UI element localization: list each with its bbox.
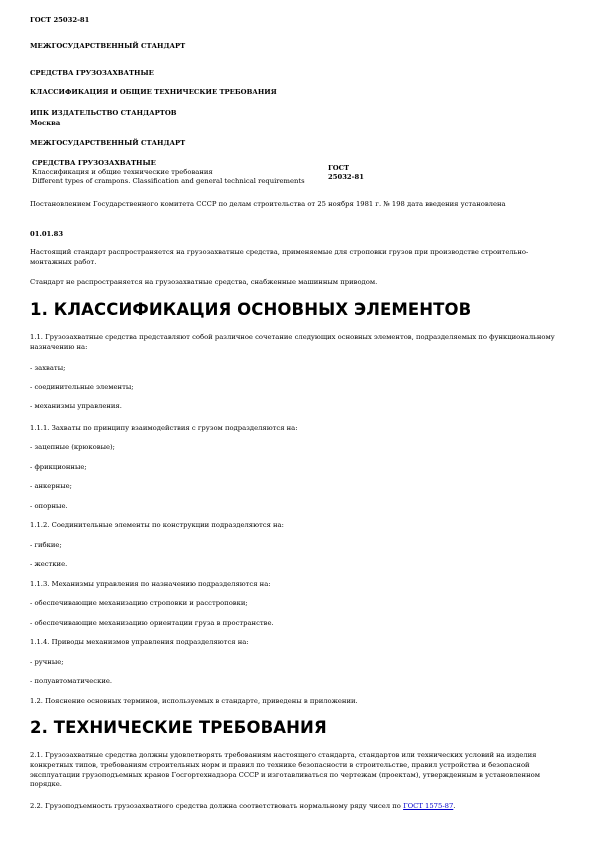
clause-1-2: 1.2. Пояснение основных терминов, используемых в стандарте, приведены в приложении. bbox=[30, 697, 358, 705]
list-item: - обеспечивающие механизацию строповки и расстроповки; bbox=[30, 599, 248, 607]
exclusion-paragraph: Стандарт не распространяется на грузозахватные средства, снабженные машинным приводом. bbox=[30, 278, 378, 286]
gost-1575-87-link[interactable]: ГОСТ 1575-87 bbox=[403, 802, 454, 810]
section-1-heading: 1. КЛАССИФИКАЦИЯ ОСНОВНЫХ ЭЛЕМЕНТОВ bbox=[30, 300, 472, 319]
list-item: - опорные. bbox=[30, 502, 68, 510]
header-subtitle-ru: Классификация и общие технические требования bbox=[32, 168, 213, 176]
clause-2-2-end: . bbox=[453, 802, 456, 810]
list-item: - анкерные; bbox=[30, 482, 72, 490]
clause-1-1-3: 1.1.3. Механизмы управления по назначению подразделяются на: bbox=[30, 580, 271, 588]
scope-paragraph: Настоящий стандарт распространяется на грузозахватные средства, применяемые для строповки грузов при производстве строительно-монтажных работ. bbox=[30, 248, 529, 266]
list-item: - полуавтоматические. bbox=[30, 677, 113, 685]
list-item: - зацепные (крюковые); bbox=[30, 443, 115, 451]
document-title: СРЕДСТВА ГРУЗОЗАХВАТНЫЕ bbox=[30, 69, 154, 77]
list-item: - жесткие. bbox=[30, 560, 68, 568]
list-item: - ручные; bbox=[30, 658, 64, 666]
header-subtitle-en: Different types of crampons. Classification and general technical requirements bbox=[32, 177, 305, 185]
header-gost-label: ГОСТ bbox=[328, 164, 350, 172]
clause-1-1-2: 1.1.2. Соединительные элементы по конструкции подразделяются на: bbox=[30, 521, 284, 529]
effective-date: 01.01.83 bbox=[30, 230, 64, 238]
header-title: СРЕДСТВА ГРУЗОЗАХВАТНЫЕ bbox=[32, 159, 156, 167]
city: Москва bbox=[30, 119, 61, 127]
clause-2-2 bbox=[30, 802, 570, 812]
document-subtitle: КЛАССИФИКАЦИЯ И ОБЩИЕ ТЕХНИЧЕСКИЕ ТРЕБОВАНИЯ bbox=[30, 88, 277, 96]
interstate-standard-label-2: МЕЖГОСУДАРСТВЕННЫЙ СТАНДАРТ bbox=[30, 139, 186, 147]
section-2-heading: 2. ТЕХНИЧЕСКИЕ ТРЕБОВАНИЯ bbox=[30, 718, 327, 737]
publisher: ИПК ИЗДАТЕЛЬСТВО СТАНДАРТОВ bbox=[30, 109, 177, 117]
clause-1-1-4: 1.1.4. Приводы механизмов управления подразделяются на: bbox=[30, 638, 249, 646]
clause-1-1-1: 1.1.1. Захваты по принципу взаимодействия с грузом подразделяются на: bbox=[30, 424, 298, 432]
list-item: - обеспечивающие механизацию ориентации груза в пространстве. bbox=[30, 619, 274, 627]
list-item: - фрикционные; bbox=[30, 463, 87, 471]
gost-number: ГОСТ 25032-81 bbox=[30, 16, 90, 24]
clause-2-2-text: 2.2. Грузоподъемность грузозахватного средства должна соответствовать нормальному ряду чисел по bbox=[30, 802, 404, 810]
decree-paragraph: Постановлением Государственного комитета СССР по делам строительства от 25 ноября 1981 г. № 198 дата введения установлена bbox=[30, 200, 506, 208]
list-item: - механизмы управления. bbox=[30, 402, 122, 410]
clause-1-1: 1.1. Грузозахватные средства представляют собой различное сочетание следующих основных элементов, подразделяемых по функциональному назначению на: bbox=[30, 333, 555, 351]
clause-2-1: 2.1. Грузозахватные средства должны удовлетворять требованиям настоящего стандарта, стандартов или технических условий на изделия конкретных типов, требованиям строительных норм и правил по технике безопасности в строительстве, правил устройства и безопасной эксплуатации грузоподъемных кранов Госгортехнадзора СССР и изготавливаться по чертежам (проектам), утвержденным в установленном порядке. bbox=[30, 751, 540, 789]
header-gost-code: 25032-81 bbox=[328, 173, 364, 181]
list-item: - гибкие; bbox=[30, 541, 62, 549]
interstate-standard-label: МЕЖГОСУДАРСТВЕННЫЙ СТАНДАРТ bbox=[30, 42, 186, 50]
list-item: - соединительные элементы; bbox=[30, 383, 134, 391]
list-item: - захваты; bbox=[30, 364, 66, 372]
